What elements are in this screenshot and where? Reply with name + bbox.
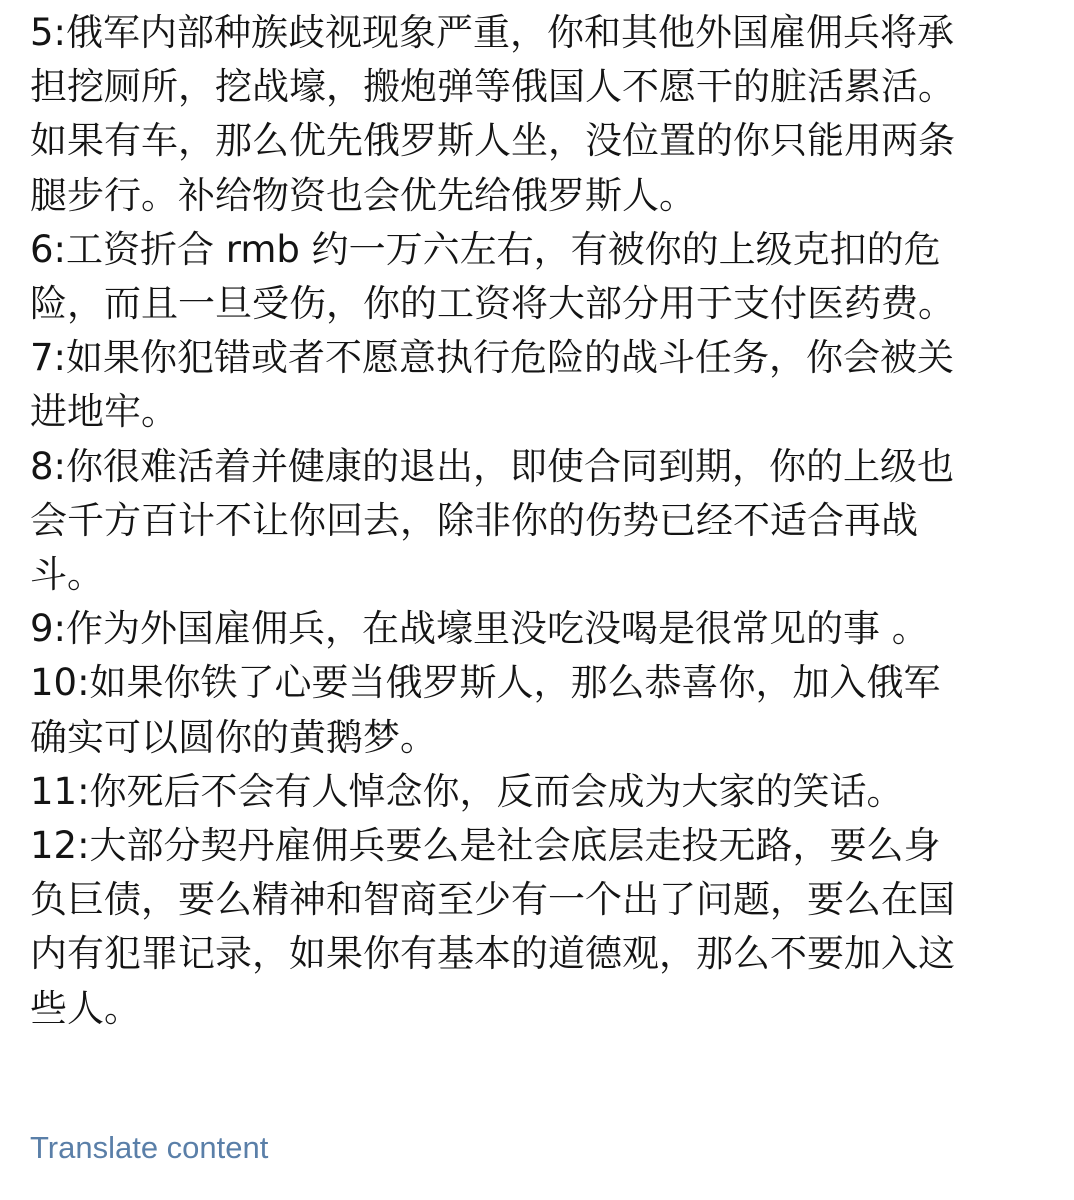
post-text-line: 些人。: [30, 986, 141, 1030]
post-text-line: 9:作为外国雇佣兵，在战壕里没吃没喝是很常见的事 。: [30, 607, 929, 651]
post-text-line: 8:你很难活着并健康的退出，即使合同到期，你的上级也: [30, 444, 955, 488]
post-text-line: 险，而且一旦受伤，你的工资将大部分用于支付医药费。: [30, 282, 955, 326]
post-text-line: 斗。: [30, 553, 104, 597]
post-text-line: 进地牢。: [30, 390, 178, 434]
post-text-line: 会千方百计不让你回去，除非你的伤势已经不适合再战: [30, 498, 918, 542]
post-text-line: 内有犯罪记录，如果你有基本的道德观，那么不要加入这: [30, 932, 955, 976]
post-text-line: 负巨债，要么精神和智商至少有一个出了问题，要么在国: [30, 878, 955, 922]
post-text-line: 12:大部分契丹雇佣兵要么是社会底层走投无路，要么身: [30, 824, 941, 868]
post-text-line: 担挖厕所，挖战壕，搬炮弹等俄国人不愿干的脏活累活。: [30, 65, 955, 109]
post-text-line: 11:你死后不会有人悼念你，反而会成为大家的笑话。: [30, 769, 904, 813]
post-text-line: 6:工资折合 rmb 约一万六左右，有被你的上级克扣的危: [30, 227, 941, 271]
post-text-line: 5:俄军内部种族歧视现象严重，你和其他外国雇佣兵将承: [30, 11, 955, 54]
translate-content-link[interactable]: Translate content: [30, 1130, 269, 1165]
post-text-line: 7:如果你犯错或者不愿意执行危险的战斗任务，你会被关: [30, 336, 955, 380]
post-text-line: 腿步行。补给物资也会优先给俄罗斯人。: [30, 173, 696, 217]
post-text-line: 如果有车，那么优先俄罗斯人坐，没位置的你只能用两条: [30, 119, 955, 163]
post-text: [30, 0, 1046, 1036]
post-text-line: 确实可以圆你的黄鹅梦。: [30, 715, 437, 759]
post-text-line: 10:如果你铁了心要当俄罗斯人，那么恭喜你，加入俄军: [30, 661, 941, 705]
